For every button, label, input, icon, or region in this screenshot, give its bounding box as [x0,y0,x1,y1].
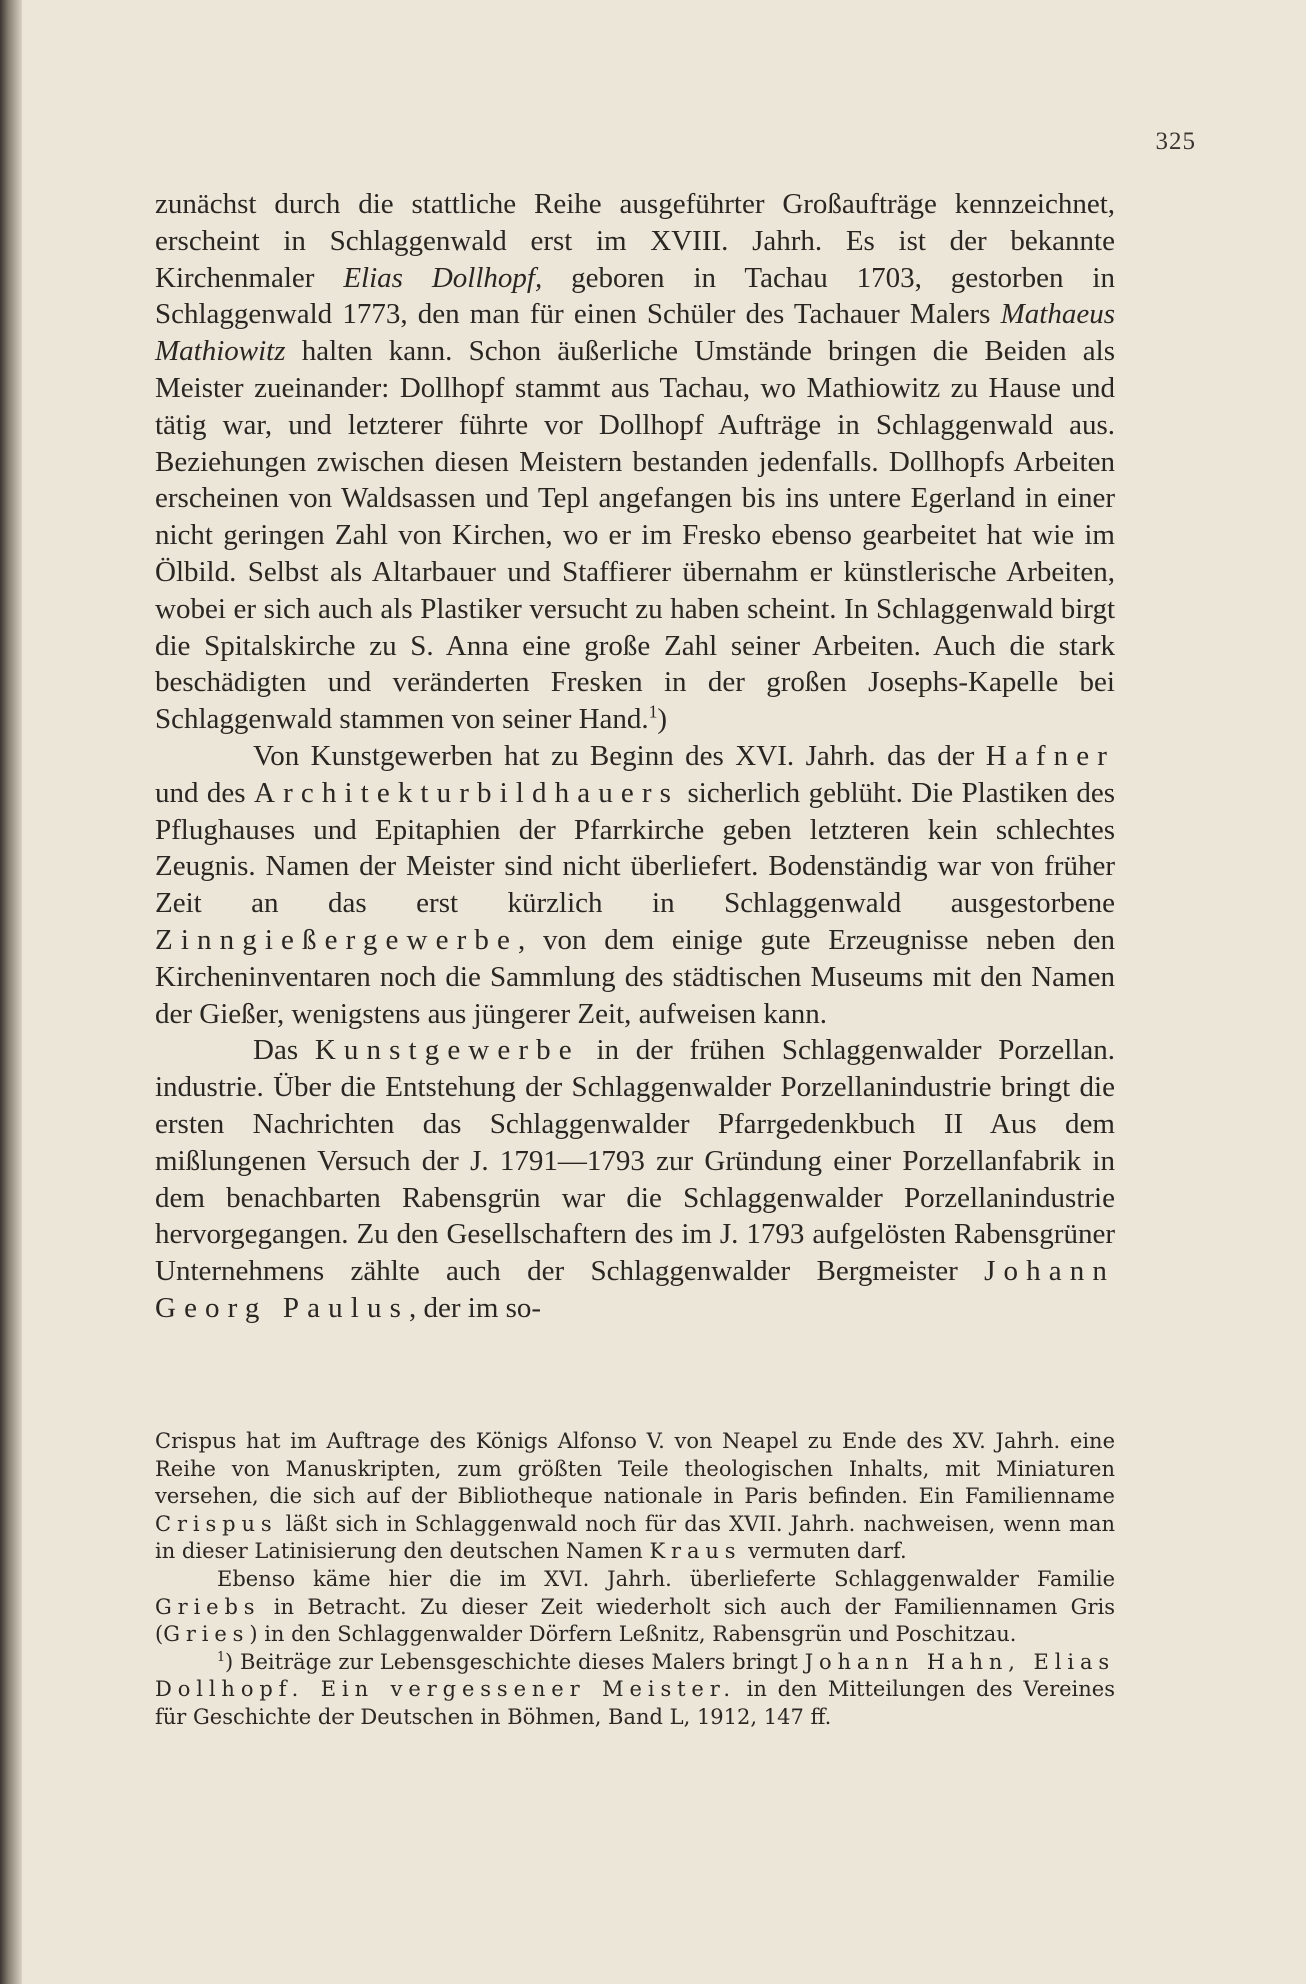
footnote-1 [155,1649,1115,1732]
spaced-term: Kunstgewerbe [314,1034,580,1067]
text-run: Das [253,1034,315,1067]
text-run: Crispus hat im Auftrage des Königs Alfonso V. von Neapel zu Ende des XV. Jahrh. eine Reihe von Manuskripten, zum größten Teile theologischen Inhalts, mit Miniaturen versehen, die sich auf der Bibliotheque nationale in Paris befinden. Ein Familienname [155,1429,1115,1509]
spaced-term: Kraus [649,1539,742,1564]
spaced-term: Architekturbildhauers [254,776,680,809]
text-run: sicherlich geblüht. Die Plastiken des Pflughauses und Epitaphien der Pfarrkirche geben letzteren kein schlechtes Zeugnis. Namen der Meister sind nicht überliefert. Bodenständig war von früher Zeit an das erst kürzlich in Schlaggenwald ausgestorbene [155,776,1115,920]
spaced-term: Zinngießergewerbe [155,923,518,956]
text-run: in Betracht. Zu dieser Zeit wiederholt sich auch der Familiennamen Gris ( [155,1594,1115,1647]
binding-gutter [0,0,22,1984]
paragraph-1 [155,186,1115,738]
text-run: in den Mitteilungen des Vereines für Geschichte der Deutschen in Böhmen, Band L, 1912, 147 ff. [155,1677,1115,1729]
text-run: in der frühen Schlaggenwalder Porzellan. industrie. Über die Entstehung der Schlaggenwalder Porzellanindustrie bringt die ersten Nachrichten das Schlaggenwalder Pfarrgedenkbuch II Aus dem mißlungenen Versuch der J. 1791—1793 zur Gründung einer Porzellanfabrik in dem benachbarten Rabensgrün war die Schlaggenwalder Porzellanindustrie hervorgegangen. Zu den Gesellschaftern des im J. 1793 aufgelösten Rabensgrüner Unternehmens zählte auch der Schlaggenwalder Bergmeister [155,1034,1115,1288]
text-run: Von Kunstgewerben hat zu Beginn des XVI. Jahrh. das der [253,739,986,772]
text-run: , der im so- [408,1291,542,1324]
italic-name-mathiowitz: Mathaeus Mathiowitz [155,298,1115,368]
text-run: ) Beiträge zur Lebensgeschichte dieses Malers bringt [225,1649,805,1674]
main-text [155,186,1115,1327]
spaced-term: Crispus [155,1511,278,1536]
footnote-marker: 1 [217,1648,226,1664]
footnote-continuation [155,1428,1115,1566]
text-run: vermuten darf. [741,1539,907,1564]
text-run: ) [657,703,668,736]
text-run: läßt sich in Schlaggenwald noch für das XVII. Jahrh. nachweisen, wenn man in dieser Latinisierung den deutschen Namen [155,1511,1115,1564]
text-run: und des [155,776,255,809]
spaced-citation: Johann Hahn, Elias Dollhopf. Ein vergessener Meister. [155,1649,1116,1702]
text-run: geboren in Tachau 1703, gestorben in Schlaggenwald 1773, den man für einen Schüler des Tachauer Malers [155,261,1115,331]
paragraph-2 [155,738,1115,1032]
footnote-paragraph [155,1566,1115,1649]
italic-name-dollhopf: Elias Dollhopf, [343,261,543,294]
text-run: ) in den Schlaggenwalder Dörfern Leßnitz, Rabensgrün und Poschitzau. [249,1622,1017,1647]
paragraph-3 [155,1032,1115,1326]
text-run: Ebenso käme hier die im XVI. Jahrh. überlieferte Schlaggenwalder Familie [217,1566,1115,1591]
spaced-term: Griebs [155,1594,261,1619]
text-run: halten kann. Schon äußerliche Umstände bringen die Beiden als Meister zueinander: Dollhopf stammt aus Tachau, wo Mathiowitz zu Hause und tätig war, und letzterer führte vor Dollhopf Aufträge in Schlaggenwald aus. Beziehungen zwischen diesen Meistern bestanden jedenfalls. Dollhopfs Arbeiten erscheinen von Waldsassen und Tepl angefangen bis ins untere Egerland in einer nicht geringen Zahl von Kirchen, wo er im Fresko ebenso gearbeitet hat wie im Ölbild. Selbst als Altarbauer und Staffierer übernahm er künstlerische Arbeiten, wobei er sich auch als Plastiker versucht zu haben scheint. In Schlaggenwald birgt die Spitalskirche zu S. Anna eine große Zahl seiner Arbeiten. Auch die stark beschädigten und veränderten Fresken in der großen Josephs-Kapelle bei Schlaggenwald stammen von seiner Hand. [155,335,1115,736]
footnote-ref: 1 [648,701,658,722]
text-run: , von dem einige gute Erzeugnisse neben den Kircheninventaren noch die Sammlung des städtischen Museums mit den Namen der Gießer, wenigstens aus jüngerer Zeit, aufweisen kann. [155,923,1115,1030]
spaced-term: Hafner [985,739,1115,772]
spaced-term: Gries [163,1622,250,1647]
page-number: 325 [1155,128,1196,155]
footnotes [155,1428,1115,1732]
spaced-term: Johann Georg Paulus [155,1255,1115,1324]
text-run: zunächst durch die stattliche Reihe ausgeführter Großaufträge kennzeichnet, erscheint in Schlaggenwald erst im XVIII. Jahrh. Es ist der bekannte Kirchenmaler [155,188,1115,294]
